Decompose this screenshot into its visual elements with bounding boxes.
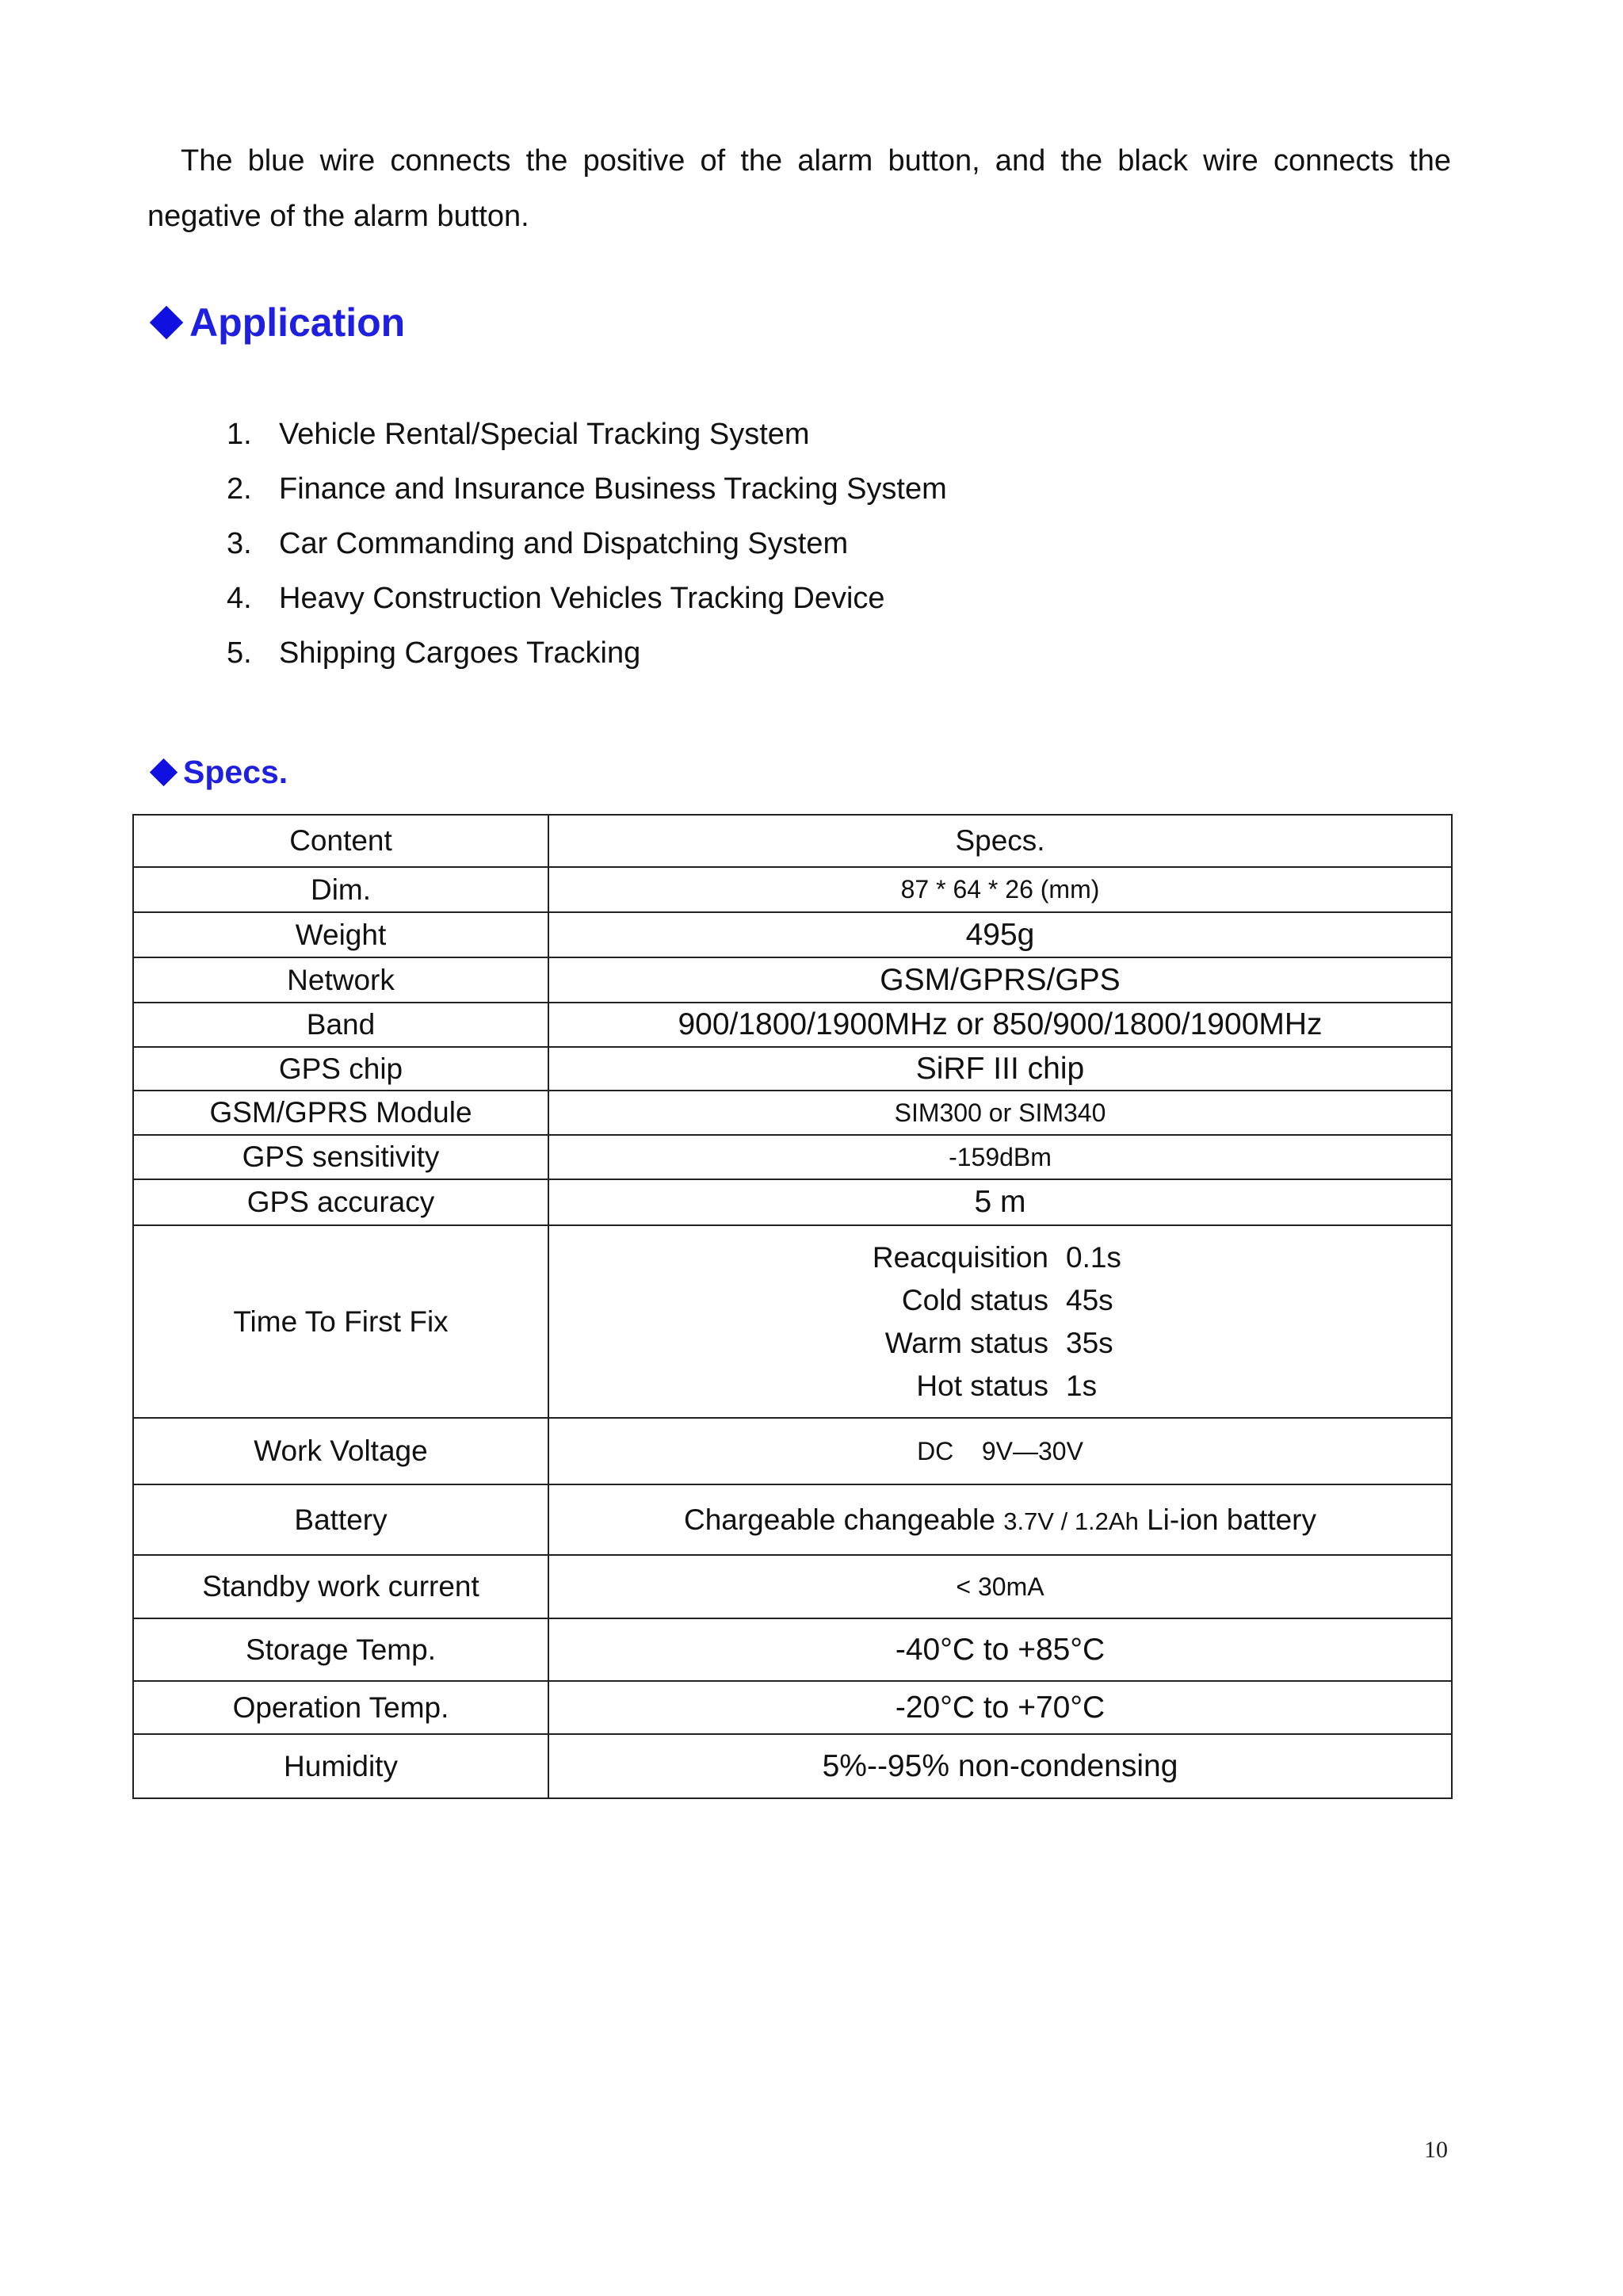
header-content: Content [133, 815, 548, 867]
intro-paragraph: The blue wire connects the positive of the alarm button, and the black wire connects the negative of the alarm button. [147, 144, 1451, 233]
page-number: 10 [1424, 2137, 1448, 2163]
list-item [227, 626, 947, 681]
table-row [133, 1418, 1452, 1484]
ttff-line [549, 1236, 1451, 1279]
list-item [227, 462, 947, 517]
ttff-line-value: 0.1s [1066, 1240, 1121, 1274]
list-item-text: Finance and Insurance Business Tracking System [279, 472, 947, 506]
battery-value-suffix: Li-ion battery [1138, 1503, 1316, 1536]
list-item [227, 571, 947, 626]
table-row [133, 1135, 1452, 1179]
list-item [227, 407, 947, 462]
spec-value: 5%--95% non-condensing [548, 1734, 1452, 1798]
spec-value: DC 9V—30V [548, 1418, 1452, 1484]
ttff-line [549, 1322, 1451, 1365]
spec-value-ttff [548, 1225, 1452, 1418]
spec-label: Weight [133, 912, 548, 957]
diamond-bullet-icon [150, 758, 178, 785]
list-item-text: Vehicle Rental/Special Tracking System [279, 418, 810, 451]
ttff-line [549, 1279, 1451, 1322]
spec-label: Battery [133, 1484, 548, 1555]
ttff-line-value: 45s [1066, 1283, 1113, 1316]
application-heading [147, 295, 405, 350]
header-specs: Specs. [548, 815, 1452, 867]
list-item-number: 2. [227, 472, 252, 506]
ttff-line-label: Hot status [916, 1369, 1048, 1402]
spec-value: 87 * 64 * 26 (mm) [548, 867, 1452, 912]
spec-value: SiRF III chip [548, 1047, 1452, 1091]
diamond-bullet-icon [150, 306, 183, 339]
list-item-number: 5. [227, 636, 252, 670]
spec-label: GPS sensitivity [133, 1135, 548, 1179]
battery-value-prefix: Chargeable changeable [683, 1503, 1004, 1536]
table-row [133, 1555, 1452, 1618]
spec-value-battery [548, 1484, 1452, 1555]
table-row-ttff [133, 1225, 1452, 1418]
table-row [133, 957, 1452, 1003]
spec-value: GSM/GPRS/GPS [548, 957, 1452, 1003]
spec-label: Operation Temp. [133, 1681, 548, 1734]
ttff-line-label: Reacquisition [872, 1240, 1048, 1274]
spec-value: SIM300 or SIM340 [548, 1091, 1452, 1135]
specs-heading-text: Specs. [183, 753, 288, 790]
spec-value: 900/1800/1900MHz or 850/900/1800/1900MHz [548, 1003, 1452, 1047]
table-row [133, 1047, 1452, 1091]
table-row [133, 1091, 1452, 1135]
spec-value: -40°C to +85°C [548, 1618, 1452, 1681]
battery-value-rating: 3.7V / 1.2Ah [1003, 1507, 1139, 1535]
list-item-number: 4. [227, 582, 252, 615]
spec-label: Band [133, 1003, 548, 1047]
list-item-number: 3. [227, 527, 252, 560]
application-list [227, 407, 947, 681]
spec-label: Humidity [133, 1734, 548, 1798]
spec-label: Network [133, 957, 548, 1003]
spec-label: Storage Temp. [133, 1618, 548, 1681]
spec-label: GSM/GPRS Module [133, 1091, 548, 1135]
table-row [133, 867, 1452, 912]
ttff-line-label: Cold status [901, 1283, 1048, 1316]
spec-label: Time To First Fix [133, 1225, 548, 1418]
table-row [133, 1179, 1452, 1225]
ttff-line-value: 35s [1066, 1326, 1113, 1359]
table-row [133, 912, 1452, 957]
application-heading-text: Application [189, 300, 406, 345]
ttff-line [549, 1365, 1451, 1408]
spec-label: GPS accuracy [133, 1179, 548, 1225]
spec-value: < 30mA [548, 1555, 1452, 1618]
list-item-text: Car Commanding and Dispatching System [279, 527, 849, 560]
spec-label: Standby work current [133, 1555, 548, 1618]
list-item-text: Heavy Construction Vehicles Tracking Device [279, 582, 885, 615]
spec-value: -159dBm [548, 1135, 1452, 1179]
list-item-number: 1. [227, 418, 252, 451]
table-header-row [133, 815, 1452, 867]
list-item-text: Shipping Cargoes Tracking [279, 636, 641, 670]
spec-label: Work Voltage [133, 1418, 548, 1484]
specs-heading [147, 750, 288, 794]
spec-label: Dim. [133, 867, 548, 912]
table-row [133, 1618, 1452, 1681]
list-item [227, 517, 947, 571]
table-row [133, 1681, 1452, 1734]
ttff-line-label: Warm status [884, 1326, 1048, 1359]
table-row [133, 1484, 1452, 1555]
spec-value: 5 m [548, 1179, 1452, 1225]
specs-table [132, 814, 1453, 1799]
spec-value: -20°C to +70°C [548, 1681, 1452, 1734]
ttff-line-value: 1s [1066, 1369, 1098, 1402]
spec-value: 495g [548, 912, 1452, 957]
table-row [133, 1003, 1452, 1047]
table-row [133, 1734, 1452, 1798]
spec-label: GPS chip [133, 1047, 548, 1091]
